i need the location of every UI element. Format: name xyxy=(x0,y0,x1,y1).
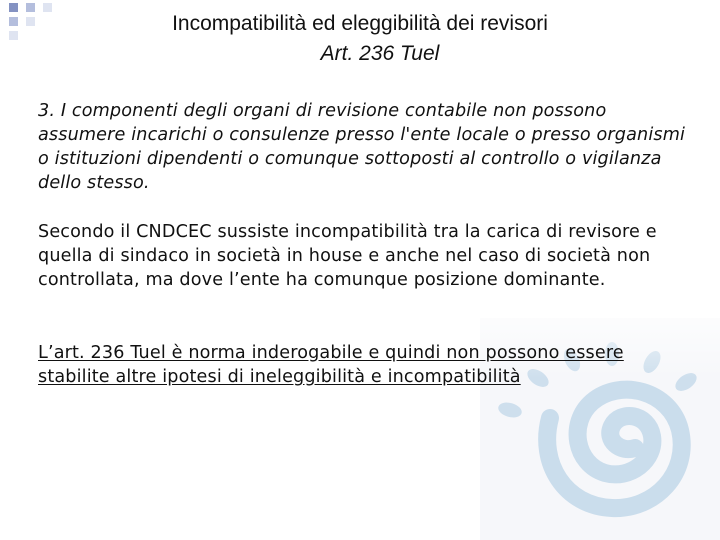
paragraph-conclusion: L’art. 236 Tuel è norma inderogabile e quindi non possono essere stabilite altre ipotesi di ineleggibilità e incompatibilità xyxy=(38,343,624,387)
slide-title: Incompatibilità ed eleggibilità dei revisori xyxy=(172,12,548,35)
paragraph-article-text: 3. I componenti degli organi di revisione contabile non possono assumere incarichi o consulenze presso l'ente locale o presso organismi o istituzioni dipendenti o comunque sottoposti al controllo o vigilanza dello stesso. xyxy=(38,101,686,193)
slide-subtitle: Art. 236 Tuel xyxy=(320,42,440,65)
paragraph-cndcec: Secondo il CNDCEC sussiste incompatibilità tra la carica di revisore e quella di sindaco in società in house e anche nel caso di società non controllata, ma dove l’ente ha comunque posizione dominante. xyxy=(38,222,657,290)
